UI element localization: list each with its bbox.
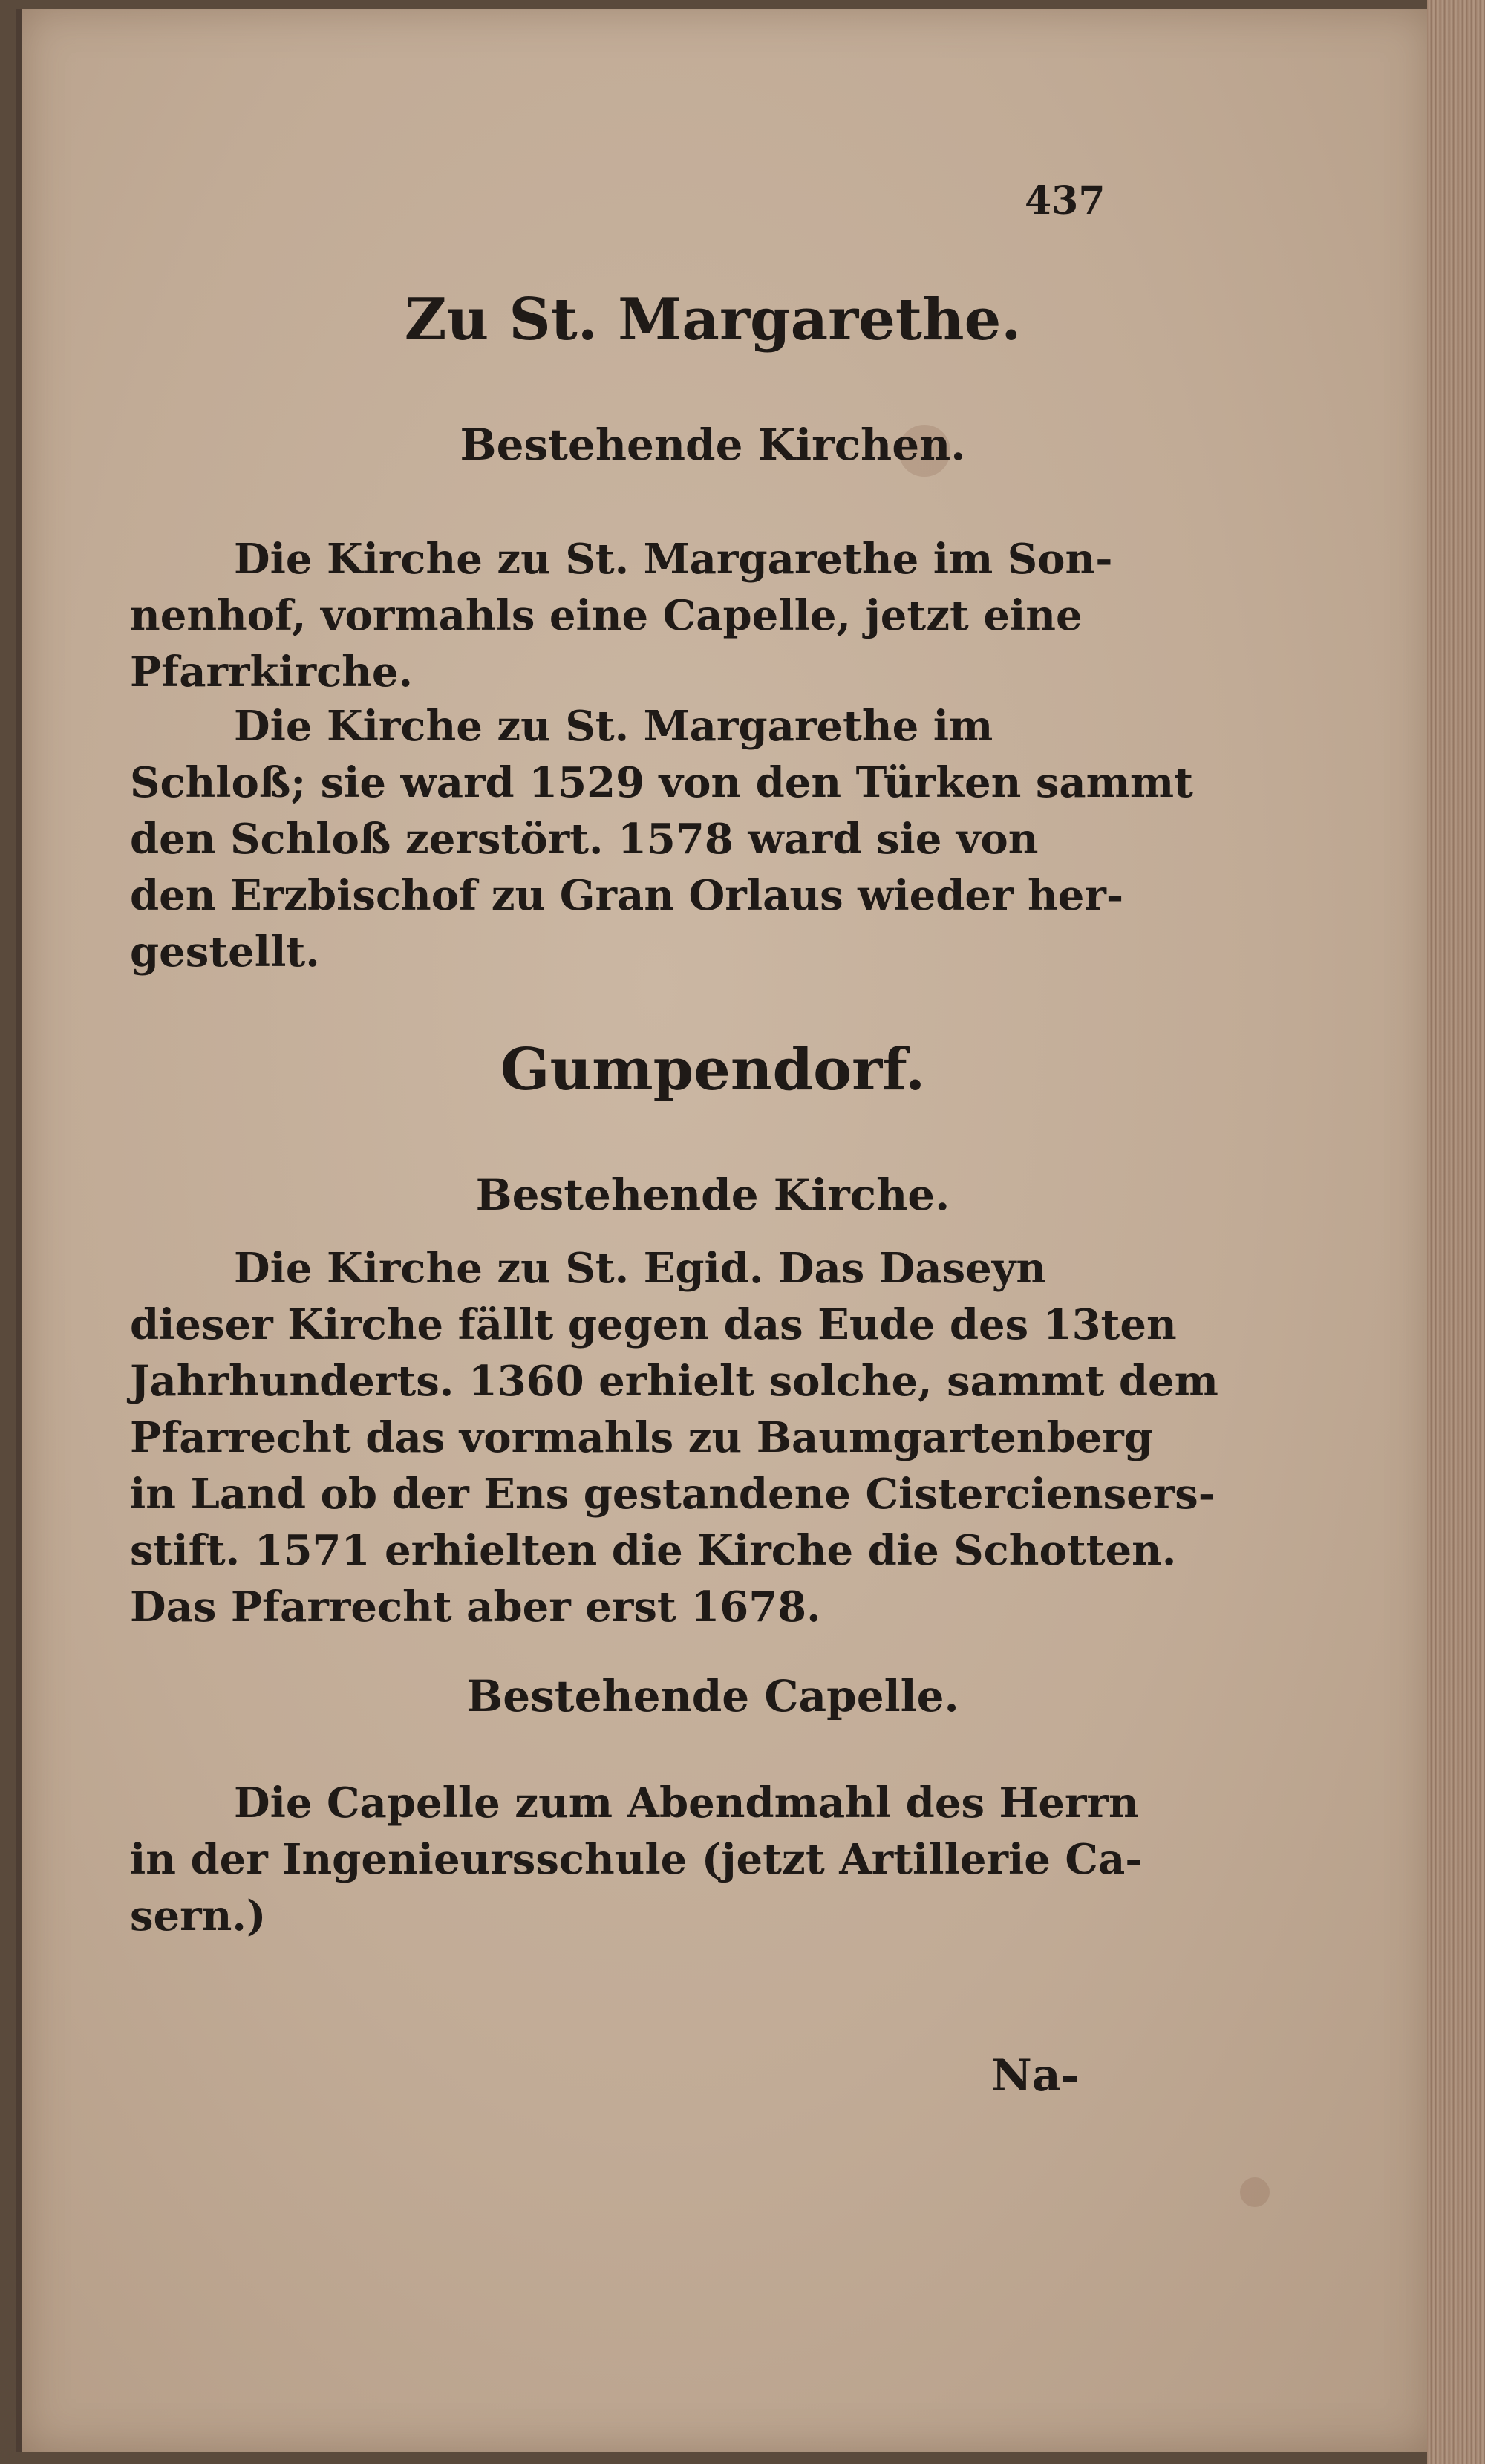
paragraph [130, 1775, 1143, 1944]
text-line: Schloß; sie ward 1529 von den Türken sammt [130, 758, 1194, 807]
text-line: dieser Kirche fällt gegen das Eude des 13ten [130, 1300, 1177, 1349]
text-line: nenhof, vormahls eine Capelle, jetzt eine [130, 591, 1083, 640]
text-line: Jahrhunderts. 1360 erhielt solche, sammt dem [130, 1357, 1218, 1406]
section-title: Gumpendorf. [500, 1036, 926, 1104]
text-line: sern.) [130, 1891, 267, 1940]
page-edge [1427, 0, 1485, 2464]
text-line: Die Kirche zu St. Margarethe im Son- [234, 535, 1113, 584]
text-line: den Schloß zerstört. 1578 ward sie von [130, 815, 1039, 864]
catchword: Na- [991, 2050, 1080, 2102]
paragraph [130, 698, 1194, 980]
section-heading: Bestehende Capelle. [466, 1671, 959, 1721]
text-line: Die Kirche zu St. Egid. Das Daseyn [234, 1244, 1047, 1293]
text-line: Das Pfarrecht aber erst 1678. [130, 1583, 821, 1632]
text-line: Die Kirche zu St. Margarethe im [234, 702, 993, 751]
text-line: Die Capelle zum Abendmahl des Herrn [234, 1779, 1139, 1828]
paragraph [130, 531, 1117, 700]
text-line: stift. 1571 erhielten die Kirche die Schotten. [130, 1526, 1177, 1575]
section-title: Zu St. Margarethe. [404, 286, 1022, 353]
text-line: den Erzbischof zu Gran Orlaus wieder her- [130, 871, 1124, 920]
text-line: Pfarrkirche. [130, 648, 414, 697]
book-page [16, 9, 1433, 2452]
text-line: Pfarrecht das vormahls zu Baumgartenberg [130, 1413, 1153, 1462]
paper-stain [1240, 2177, 1270, 2207]
text-line: gestellt. [130, 928, 320, 977]
page-number: 437 [1025, 178, 1106, 224]
section-heading: Bestehende Kirchen. [460, 420, 966, 470]
text-line: in Land ob der Ens gestandene Cisterciensers- [130, 1470, 1216, 1519]
section-heading: Bestehende Kirche. [475, 1170, 950, 1220]
text-line: in der Ingenieursschule (jetzt Artillerie Ca- [130, 1835, 1143, 1884]
paragraph [130, 1240, 1218, 1635]
